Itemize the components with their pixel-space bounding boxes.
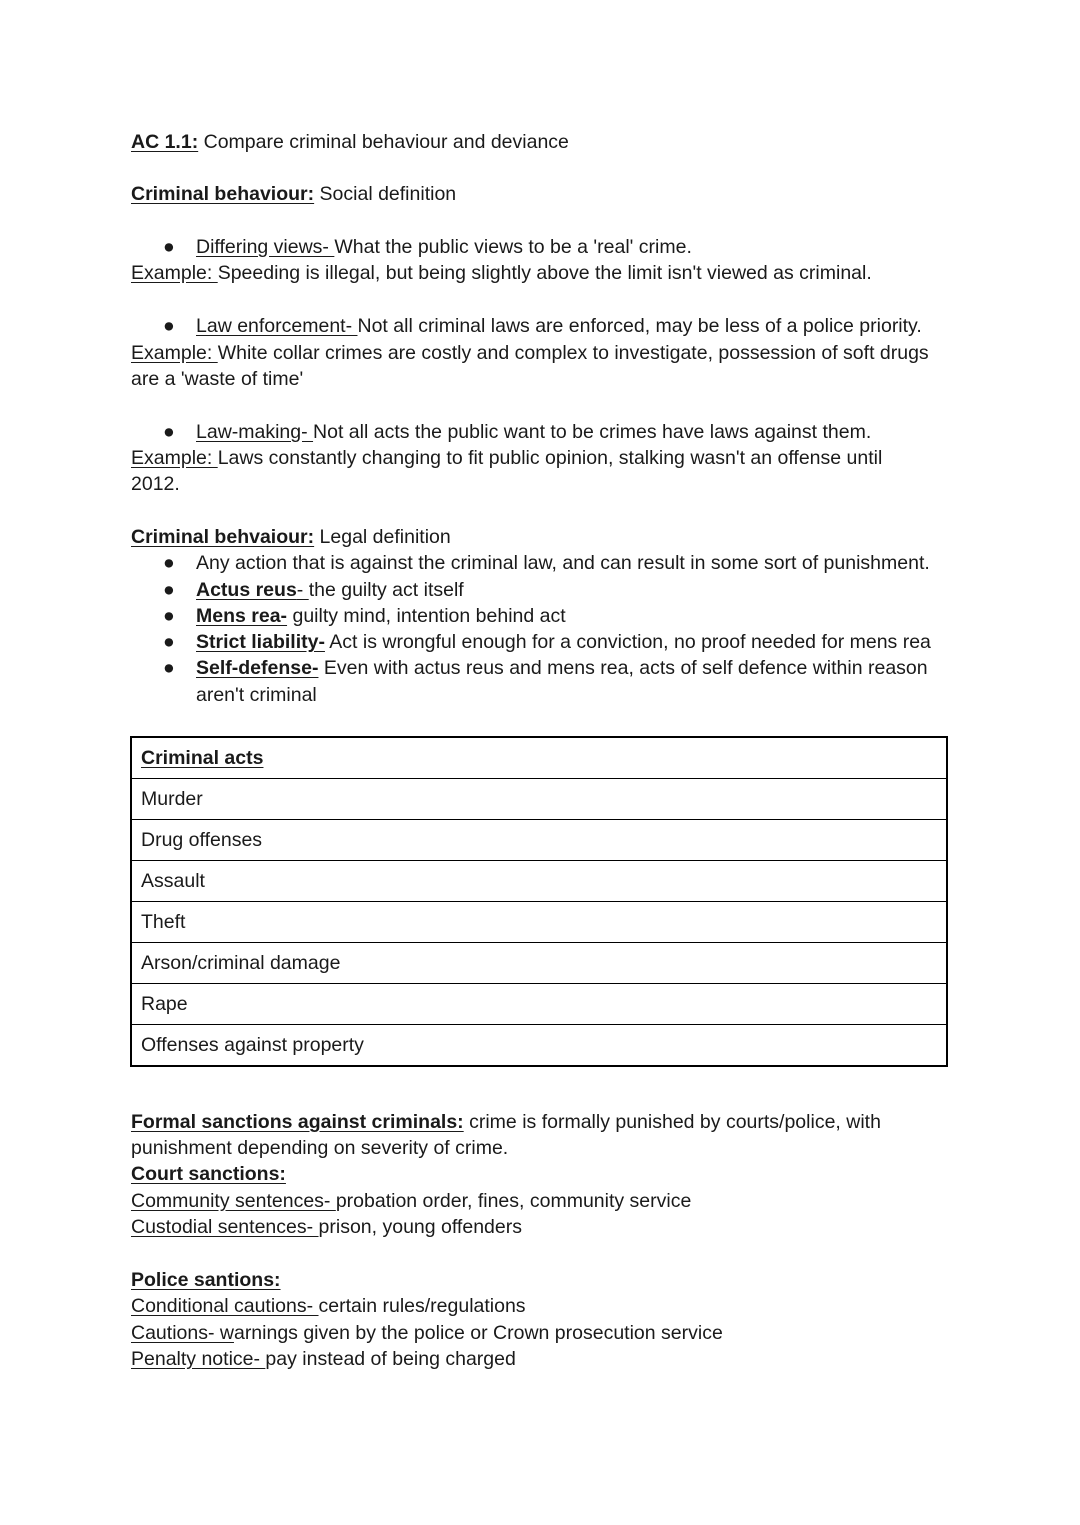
bullet-text: Not all criminal laws are enforced, may be less of a police priority. [357,315,922,337]
formal-label: Formal sanctions against criminals: [131,1111,464,1133]
example-label: Example: [131,447,218,469]
bullet-icon: ● [163,236,175,258]
example-text: Speeding is illegal, but being slightly above the limit isn't viewed as criminal. [217,262,872,284]
bullet-term: Strict liability- [196,631,325,653]
bullet-icon: ● [163,657,175,679]
bullet-icon: ● [163,605,175,627]
table-header: Criminal acts [131,737,947,779]
sanction-text: probation order, fines, community service [335,1190,692,1212]
bullet-law-making [131,419,961,445]
example-label: Example: [131,262,218,284]
sanction-term: Cautions- w [131,1322,234,1344]
legal-bullet-actus-reus [131,577,961,603]
court-sanctions-heading [131,1161,961,1187]
legal-label: Criminal behvaiour: [131,526,315,548]
police-sanction-penalty [131,1346,961,1372]
bullet-text: What the public views to be a 'real' crime. [334,236,692,258]
bullet-term: Actus reus [196,579,297,601]
sanction-text: arnings given by the police or Crown prosecution service [233,1322,723,1344]
example-law-making-cont [131,471,961,497]
bullet-icon: ● [163,421,175,443]
court-sanction-custodial [131,1214,961,1240]
bullet-text: the guilty act itself [308,579,464,601]
sanction-term: Conditional cautions- [131,1295,319,1317]
heading-label: AC 1.1: [131,131,199,153]
bullet-term: Law enforcement- [196,315,358,337]
sanction-text: pay instead of being charged [265,1348,516,1370]
table-header-row [131,737,947,779]
bullet-term: Mens rea- [196,605,288,627]
bullet-differing-views [131,234,961,260]
formal-sanctions-text-cont [131,1135,961,1161]
bullet-icon: ● [163,631,175,653]
table-cell: Assault [131,861,947,902]
table-row [131,861,947,902]
legal-bullet [131,550,961,576]
bullet-text: Act is wrongful enough for a conviction, no proof needed for mens rea [329,631,931,653]
page-title [131,129,961,155]
example-law-enforcement [131,340,961,366]
bullet-text: Not all acts the public want to be crimes have laws against them. [313,421,872,443]
example-label: Example: [131,342,218,364]
legal-text: Legal definition [314,526,451,548]
legal-bullet-mens-rea [131,603,961,629]
social-definition-heading [131,181,961,207]
formal-text: crime is formally punished by courts/police, with [463,1111,881,1133]
police-sanctions-heading [131,1267,961,1293]
formal-sanctions-heading [131,1109,961,1135]
example-text: Laws constantly changing to fit public opinion, stalking wasn't an offense until [217,447,883,469]
table-cell: Arson/criminal damage [131,943,947,984]
legal-definition-heading [131,524,961,550]
example-text: are a 'waste of time' [131,368,304,390]
formal-text: punishment depending on severity of crime. [131,1137,509,1159]
bullet-icon: ● [163,552,175,574]
table-cell: Drug offenses [131,820,947,861]
bullet-text: guilty mind, intention behind act [292,605,566,627]
criminal-acts-table [130,736,948,1067]
example-differing-views [131,260,961,286]
bullet-law-enforcement [131,313,961,339]
social-label: Criminal behaviour: [131,183,315,205]
social-text: Social definition [314,183,457,205]
court-label: Court sanctions: [131,1163,286,1185]
table-cell: Murder [131,779,947,820]
table-row [131,943,947,984]
sanction-text: certain rules/regulations [318,1295,526,1317]
police-sanction-cautions [131,1320,961,1346]
bullet-text: Even with actus reus and mens rea, acts of self defence within reason [323,657,928,679]
legal-bullet-self-defense-cont [131,682,961,708]
police-label: Police santions: [131,1269,281,1291]
example-text: 2012. [131,473,180,495]
table-cell: Theft [131,902,947,943]
bullet-sep: - [296,579,309,601]
table-cell: Rape [131,984,947,1025]
table-row [131,984,947,1025]
court-sanction-community [131,1188,961,1214]
sanction-term: Community sentences- [131,1190,336,1212]
table-row [131,902,947,943]
bullet-term: Differing views- [196,236,335,258]
example-text: White collar crimes are costly and complex to investigate, possession of soft drugs [217,342,929,364]
sanction-text: prison, young offenders [318,1216,522,1238]
example-law-enforcement-cont [131,366,961,392]
bullet-text: Any action that is against the criminal law, and can result in some sort of punishment. [196,552,930,574]
legal-bullet-strict-liability [131,629,961,655]
sanction-term: Custodial sentences- [131,1216,319,1238]
police-sanction-conditional [131,1293,961,1319]
bullet-icon: ● [163,315,175,337]
legal-bullet-self-defense [131,655,961,681]
bullet-text: aren't criminal [196,684,317,706]
example-law-making [131,445,961,471]
table-row [131,820,947,861]
bullet-term: Self-defense- [196,657,319,679]
heading-text: Compare criminal behaviour and deviance [198,131,569,153]
table-cell: Offenses against property [131,1025,947,1067]
bullet-icon: ● [163,579,175,601]
sanction-term: Penalty notice- [131,1348,266,1370]
table-row [131,1025,947,1067]
bullet-term: Law-making- [196,421,314,443]
table-row [131,779,947,820]
